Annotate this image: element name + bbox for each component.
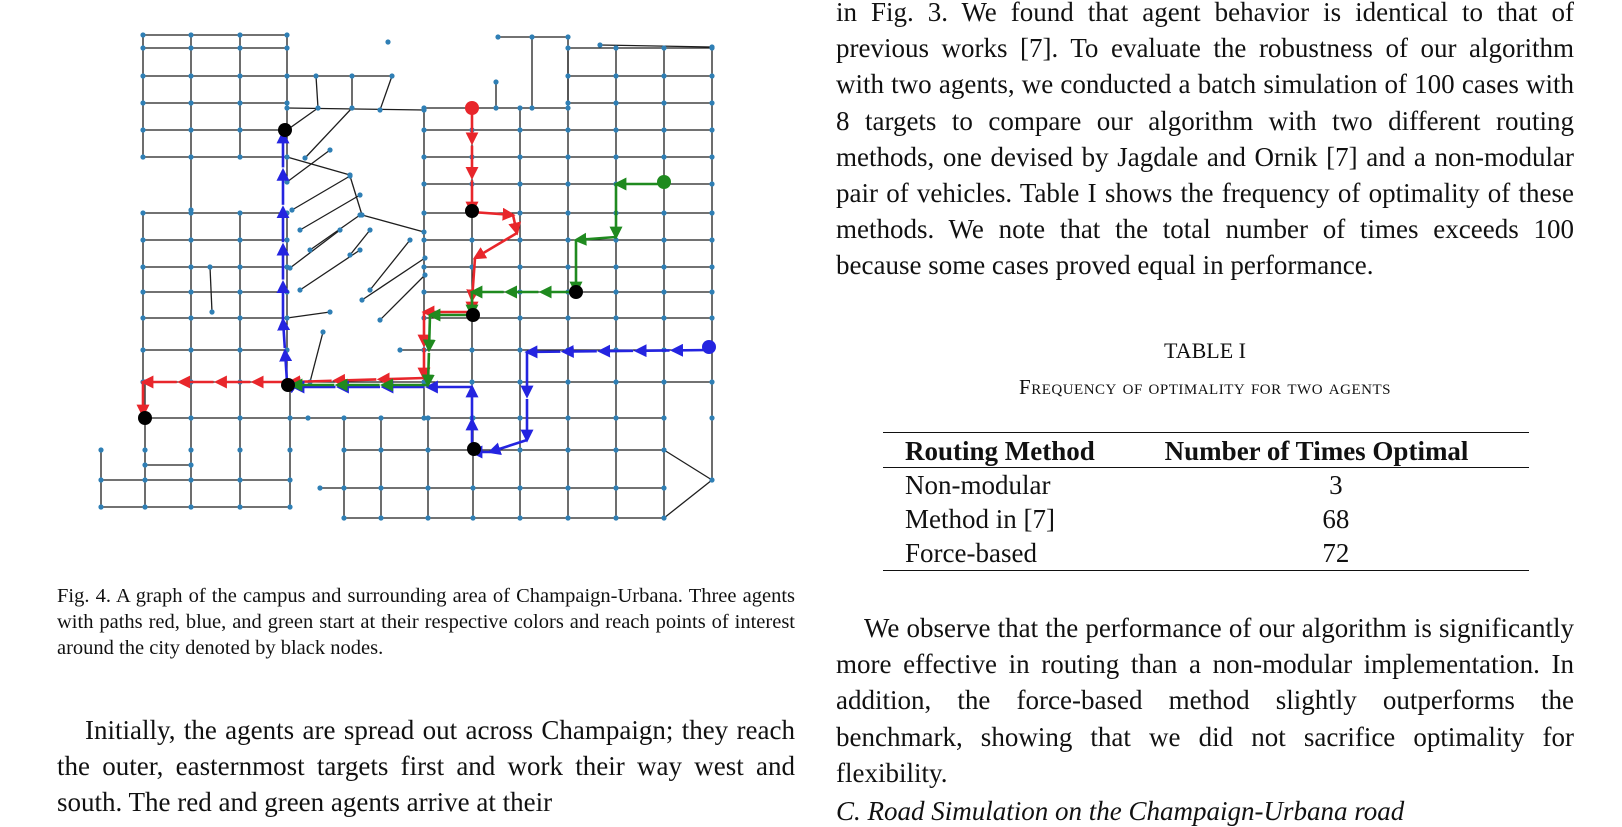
street-node xyxy=(613,447,618,452)
street-node xyxy=(237,415,242,420)
street-node xyxy=(284,210,289,215)
street-node xyxy=(389,73,394,78)
street-node xyxy=(284,315,289,320)
street-node xyxy=(565,379,570,384)
street-node xyxy=(709,154,714,159)
street-edge xyxy=(316,76,318,108)
target-node xyxy=(278,123,292,137)
blue-agent-start-node xyxy=(702,340,716,354)
street-node xyxy=(493,105,498,110)
street-node xyxy=(142,462,147,467)
street-node xyxy=(613,100,618,105)
street-node xyxy=(337,227,342,232)
street-node xyxy=(422,255,427,260)
street-node xyxy=(517,315,522,320)
street-node xyxy=(237,210,242,215)
table-header-method: Routing Method xyxy=(883,433,1143,468)
street-node xyxy=(661,315,666,320)
street-node xyxy=(315,105,320,110)
street-edge xyxy=(380,275,425,320)
agent-path-segment xyxy=(428,353,429,385)
champaign-urbana-graph-figure xyxy=(95,22,750,552)
street-edge xyxy=(290,230,340,268)
street-node xyxy=(289,207,294,212)
street-node xyxy=(188,315,193,320)
optimality-table xyxy=(883,432,1529,571)
street-node xyxy=(470,515,475,520)
street-node xyxy=(142,447,147,452)
street-node xyxy=(317,485,322,490)
street-node xyxy=(237,477,242,482)
section-heading: C. Road Simulation on the Champaign-Urbana road xyxy=(836,796,1574,827)
street-edge xyxy=(287,312,330,318)
street-node xyxy=(613,485,618,490)
agent-path-segment xyxy=(290,381,332,382)
street-node xyxy=(421,237,426,242)
street-node xyxy=(284,237,289,242)
figure-caption: Fig. 4. A graph of the campus and surrounding area of Champaign-Urbana. Three agents with paths red, blue, and green start at their respective colors and reach points of interest around the city denoted by black nodes. xyxy=(57,583,795,661)
street-node xyxy=(140,73,145,78)
street-node xyxy=(565,127,570,132)
street-edge xyxy=(370,240,410,290)
street-node xyxy=(565,45,570,50)
street-node xyxy=(287,265,292,270)
street-node xyxy=(709,73,714,78)
street-node xyxy=(661,379,666,384)
street-node xyxy=(421,154,426,159)
street-node xyxy=(377,107,382,112)
street-node xyxy=(493,79,498,84)
street-node xyxy=(341,447,346,452)
table-cell-method: Non-modular xyxy=(883,468,1143,503)
street-node xyxy=(421,264,426,269)
street-node xyxy=(709,379,714,384)
street-node xyxy=(284,105,289,110)
street-node xyxy=(237,73,242,78)
street-node xyxy=(529,105,534,110)
street-node xyxy=(495,34,500,39)
table-cell-method: Method in [7] xyxy=(883,502,1143,536)
street-node xyxy=(565,181,570,186)
street-node xyxy=(297,287,302,292)
street-node xyxy=(188,237,193,242)
street-node xyxy=(188,477,193,482)
street-node xyxy=(237,264,242,269)
street-node xyxy=(98,447,103,452)
street-node xyxy=(613,73,618,78)
street-node xyxy=(341,515,346,520)
table-header-row xyxy=(883,433,1529,468)
street-node xyxy=(284,100,289,105)
street-node xyxy=(421,127,426,132)
street-node xyxy=(565,105,570,110)
street-node xyxy=(237,237,242,242)
street-node xyxy=(367,227,372,232)
target-node xyxy=(138,411,152,425)
street-node xyxy=(302,155,307,160)
street-node xyxy=(140,100,145,105)
street-node xyxy=(661,100,666,105)
street-node xyxy=(140,210,145,215)
table-row xyxy=(883,468,1529,503)
street-node xyxy=(613,315,618,320)
street-node xyxy=(359,212,364,217)
street-node xyxy=(188,210,193,215)
street-node xyxy=(613,289,618,294)
street-node xyxy=(378,515,383,520)
street-node xyxy=(469,347,474,352)
street-node xyxy=(188,73,193,78)
street-node xyxy=(517,485,522,490)
street-node xyxy=(349,73,354,78)
street-node xyxy=(140,347,145,352)
street-node xyxy=(284,289,289,294)
street-node xyxy=(425,447,430,452)
street-node xyxy=(529,34,534,39)
street-node xyxy=(385,39,390,44)
street-node xyxy=(188,45,193,50)
street-node xyxy=(613,127,618,132)
street-node xyxy=(613,45,618,50)
street-node xyxy=(237,447,242,452)
target-node xyxy=(569,285,583,299)
street-node xyxy=(305,415,310,420)
street-node xyxy=(565,237,570,242)
green-agent-start-node xyxy=(657,175,671,189)
street-node xyxy=(287,415,292,420)
street-node xyxy=(565,315,570,320)
table-row xyxy=(883,536,1529,571)
street-node xyxy=(209,309,214,314)
agent-path-segment xyxy=(283,320,285,348)
street-node xyxy=(709,100,714,105)
street-node xyxy=(565,485,570,490)
street-node xyxy=(517,181,522,186)
street-node xyxy=(425,415,430,420)
street-node xyxy=(98,504,103,509)
street-node xyxy=(517,105,522,110)
street-node xyxy=(140,32,145,37)
street-node xyxy=(613,264,618,269)
street-node xyxy=(378,485,383,490)
street-node xyxy=(188,347,193,352)
street-node xyxy=(421,229,426,234)
street-node xyxy=(98,477,103,482)
table-title: TABLE I xyxy=(836,338,1574,364)
street-node xyxy=(597,42,602,47)
street-node xyxy=(709,44,714,49)
street-node xyxy=(661,447,666,452)
street-node xyxy=(469,237,474,242)
right-column-paragraph-2: We observe that the performance of our algorithm is significantly more effective in routing than a non-modular implementation. In addition, the force-based method slightly outperforms the benchmark, showing that we did not sacrifice optimality for flexibility. xyxy=(836,610,1574,791)
street-node xyxy=(709,127,714,132)
agent-path-segment xyxy=(429,315,430,350)
street-node xyxy=(188,154,193,159)
street-node xyxy=(470,485,475,490)
street-node xyxy=(517,154,522,159)
street-node xyxy=(207,264,212,269)
street-node xyxy=(517,347,522,352)
table-cell-method: Force-based xyxy=(883,536,1143,571)
street-node xyxy=(237,45,242,50)
street-node xyxy=(422,272,427,277)
street-node xyxy=(661,45,666,50)
target-node xyxy=(465,204,479,218)
street-node xyxy=(188,127,193,132)
agent-path-segment xyxy=(335,379,377,380)
street-node xyxy=(565,73,570,78)
street-node xyxy=(237,289,242,294)
street-node xyxy=(565,415,570,420)
street-node xyxy=(359,297,364,302)
street-node xyxy=(565,210,570,215)
street-edges xyxy=(101,35,712,518)
street-node xyxy=(565,100,570,105)
street-node xyxy=(425,485,430,490)
street-node xyxy=(709,264,714,269)
street-node xyxy=(287,504,292,509)
street-node xyxy=(661,210,666,215)
street-node xyxy=(377,317,382,322)
target-node xyxy=(281,378,295,392)
street-node xyxy=(661,73,666,78)
street-node xyxy=(341,415,346,420)
left-column-paragraph: Initially, the agents are spread out across Champaign; they reach the outer, easternmost targets first and work their way west and south. The red and green agents arrive at their xyxy=(57,712,795,821)
table-cell-count: 68 xyxy=(1143,502,1529,536)
street-node xyxy=(237,504,242,509)
target-node xyxy=(467,442,481,456)
agent-paths xyxy=(143,108,709,452)
street-node xyxy=(421,289,426,294)
street-node xyxy=(349,105,354,110)
street-edge xyxy=(664,450,712,480)
street-node xyxy=(661,289,666,294)
street-node xyxy=(142,477,147,482)
street-node xyxy=(565,34,570,39)
street-node xyxy=(421,210,426,215)
street-node xyxy=(613,415,618,420)
street-node xyxy=(709,415,714,420)
street-node xyxy=(188,415,193,420)
street-node xyxy=(140,315,145,320)
street-node xyxy=(469,379,474,384)
street-edge xyxy=(287,157,350,175)
street-node xyxy=(237,347,242,352)
street-node xyxy=(188,264,193,269)
street-node xyxy=(517,415,522,420)
street-node xyxy=(284,154,289,159)
street-node xyxy=(357,192,362,197)
street-node xyxy=(661,154,666,159)
target-node xyxy=(466,308,480,322)
street-node xyxy=(327,147,332,152)
street-node xyxy=(517,237,522,242)
street-node xyxy=(140,289,145,294)
street-node xyxy=(357,247,362,252)
street-node xyxy=(565,264,570,269)
right-column-paragraph-1: in Fig. 3. We found that agent behavior is identical to that of previous works [7]. To evaluate the robustness of our algorithm with two agents, we conducted a batch simulation of 100 cases with 8 targets to compare our algorithm with two different routing methods, one devised by Jagdale and Ornik [7] and a non-modular pair of vehicles. Table I shows the frequency of optimality of these methods. We note that the total number of times exceeds 100 because some cases proved equal in performance. xyxy=(836,0,1574,284)
street-edge xyxy=(380,76,392,110)
table-header-count: Number of Times Optimal xyxy=(1143,433,1529,468)
street-node xyxy=(237,100,242,105)
street-node xyxy=(661,415,666,420)
street-node xyxy=(378,415,383,420)
street-node xyxy=(613,379,618,384)
street-edge xyxy=(287,108,318,130)
street-node xyxy=(287,477,292,482)
street-node xyxy=(709,477,714,482)
street-node xyxy=(287,447,292,452)
street-node xyxy=(709,315,714,320)
street-node xyxy=(709,181,714,186)
street-node xyxy=(661,127,666,132)
street-node xyxy=(517,210,522,215)
street-node xyxy=(421,105,426,110)
street-node xyxy=(709,237,714,242)
street-node xyxy=(284,179,289,184)
street-node xyxy=(188,100,193,105)
street-node xyxy=(237,32,242,37)
street-node xyxy=(397,347,402,352)
street-node xyxy=(661,237,666,242)
street-edge xyxy=(310,332,323,382)
street-node xyxy=(297,227,302,232)
table-row xyxy=(883,502,1529,536)
street-node xyxy=(188,32,193,37)
street-node xyxy=(237,154,242,159)
street-node xyxy=(320,329,325,334)
street-node xyxy=(307,247,312,252)
street-node xyxy=(661,485,666,490)
street-node xyxy=(709,210,714,215)
street-node xyxy=(613,515,618,520)
red-agent-start-node xyxy=(465,101,479,115)
street-node xyxy=(140,154,145,159)
street-node xyxy=(284,45,289,50)
street-node xyxy=(140,127,145,132)
table-caption: Frequency of optimality for two agents xyxy=(836,375,1574,400)
street-edge xyxy=(287,108,424,110)
agent-and-target-nodes xyxy=(138,101,716,456)
street-node xyxy=(517,447,522,452)
street-node xyxy=(565,154,570,159)
street-node xyxy=(327,309,332,314)
street-node xyxy=(661,515,666,520)
street-node xyxy=(188,504,193,509)
street-node xyxy=(613,154,618,159)
street-node xyxy=(565,515,570,520)
street-node xyxy=(347,173,352,178)
street-node xyxy=(188,447,193,452)
street-node xyxy=(237,315,242,320)
street-node xyxy=(188,462,193,467)
agent-path-segment xyxy=(513,215,517,233)
street-node xyxy=(661,264,666,269)
street-node xyxy=(140,264,145,269)
street-node xyxy=(709,289,714,294)
street-node xyxy=(517,515,522,520)
table-cell-count: 3 xyxy=(1143,468,1529,503)
street-node xyxy=(565,447,570,452)
table-cell-count: 72 xyxy=(1143,536,1529,571)
street-node xyxy=(188,289,193,294)
street-node xyxy=(284,73,289,78)
street-edge xyxy=(664,480,712,518)
street-node xyxy=(407,237,412,242)
street-node xyxy=(378,447,383,452)
street-node xyxy=(347,252,352,257)
agent-path-segment xyxy=(379,378,424,379)
street-node xyxy=(237,127,242,132)
street-node xyxy=(517,264,522,269)
agent-path-segment xyxy=(475,233,517,258)
street-node xyxy=(140,237,145,242)
street-node xyxy=(341,485,346,490)
street-node xyxy=(367,287,372,292)
street-edge xyxy=(210,267,212,312)
street-node xyxy=(313,73,318,78)
street-node xyxy=(517,127,522,132)
street-node xyxy=(425,515,430,520)
street-node xyxy=(140,45,145,50)
street-node xyxy=(421,181,426,186)
street-edge xyxy=(362,258,425,300)
street-node xyxy=(517,379,522,384)
street-node xyxy=(284,32,289,37)
street-edge xyxy=(292,176,350,210)
street-node xyxy=(142,504,147,509)
